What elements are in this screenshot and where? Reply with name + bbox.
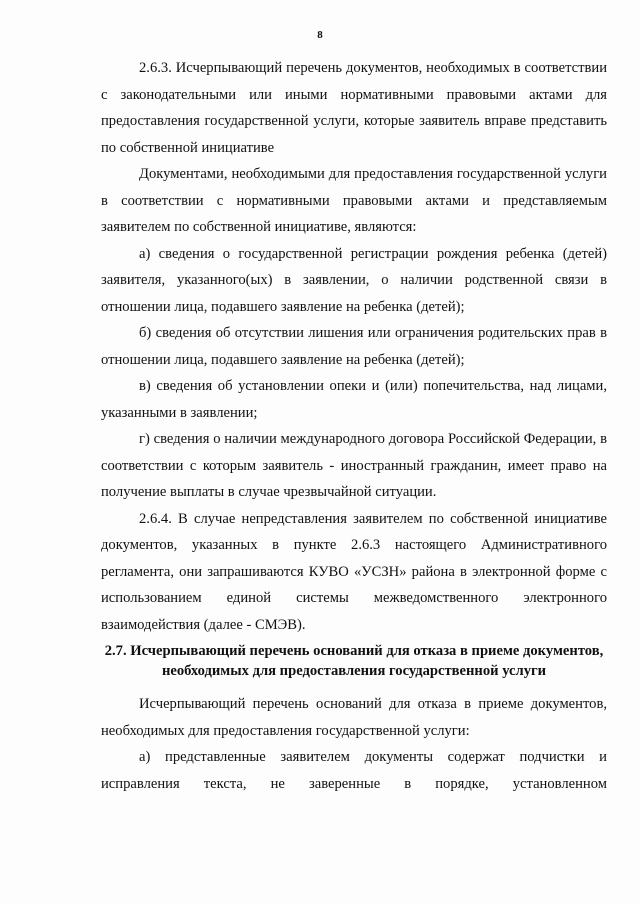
list-item-b: б) сведения об отсутствии лишения или ограничения родительских прав в отношении лица, подавшего заявление на ребенка (детей); <box>101 325 607 368</box>
list-item-g: г) сведения о наличии международного договора Российской Федерации, в соответствии с которым заявитель - иностранный гражданин, имеет право на получение выплаты в случае чрезвычайной ситуации. <box>101 431 607 500</box>
page-number: 8 <box>317 29 323 41</box>
section-2-6-4: 2.6.4. В случае непредставления заявителем по собственной инициативе документов, указанных в пункте 2.6.3 настоящего Административного регламента, они запрашиваются КУВО «УСЗН» района в электронной форме с использованием единой системы межведомственного электронного взаимодействия (далее - СМЭВ). <box>101 510 607 633</box>
section-2-6-3-intro: Документами, необходимыми для предоставления государственной услуги в соответствии с нормативными правовыми актами и представляемым заявителем по собственной инициативе, являются: <box>101 166 607 235</box>
section-2-7-intro: Исчерпывающий перечень оснований для отказа в приеме документов, необходимых для предоставления государственной услуги: <box>101 696 607 739</box>
section-2-6-3 <box>101 55 607 638</box>
section-2-6-3-title: 2.6.3. Исчерпывающий перечень документов, необходимых в соответствии с законодательными или иными нормативными правовыми актами для предоставления государственной услуги, которые заявитель вправе представить по собственной инициативе <box>101 60 607 156</box>
section-2-7-heading: 2.7. Исчерпывающий перечень оснований для отказа в приеме документов, необходимых для предоставления государственной услуги <box>104 643 604 679</box>
list-item-v: в) сведения об установлении опеки и (или) попечительства, над лицами, указанными в заявлении; <box>101 378 607 421</box>
section-2-7-body <box>101 691 607 797</box>
list-item-a: а) сведения о государственной регистрации рождения ребенка (детей) заявителя, указанного(ых) в заявлении, о наличии родственной связи в отношении лица, подавшего заявление на ребенка (детей); <box>101 245 607 315</box>
section-2-7-item-a: а) представленные заявителем документы содержат подчистки и исправления текста, не заверенные в порядке, установленном <box>101 749 607 792</box>
